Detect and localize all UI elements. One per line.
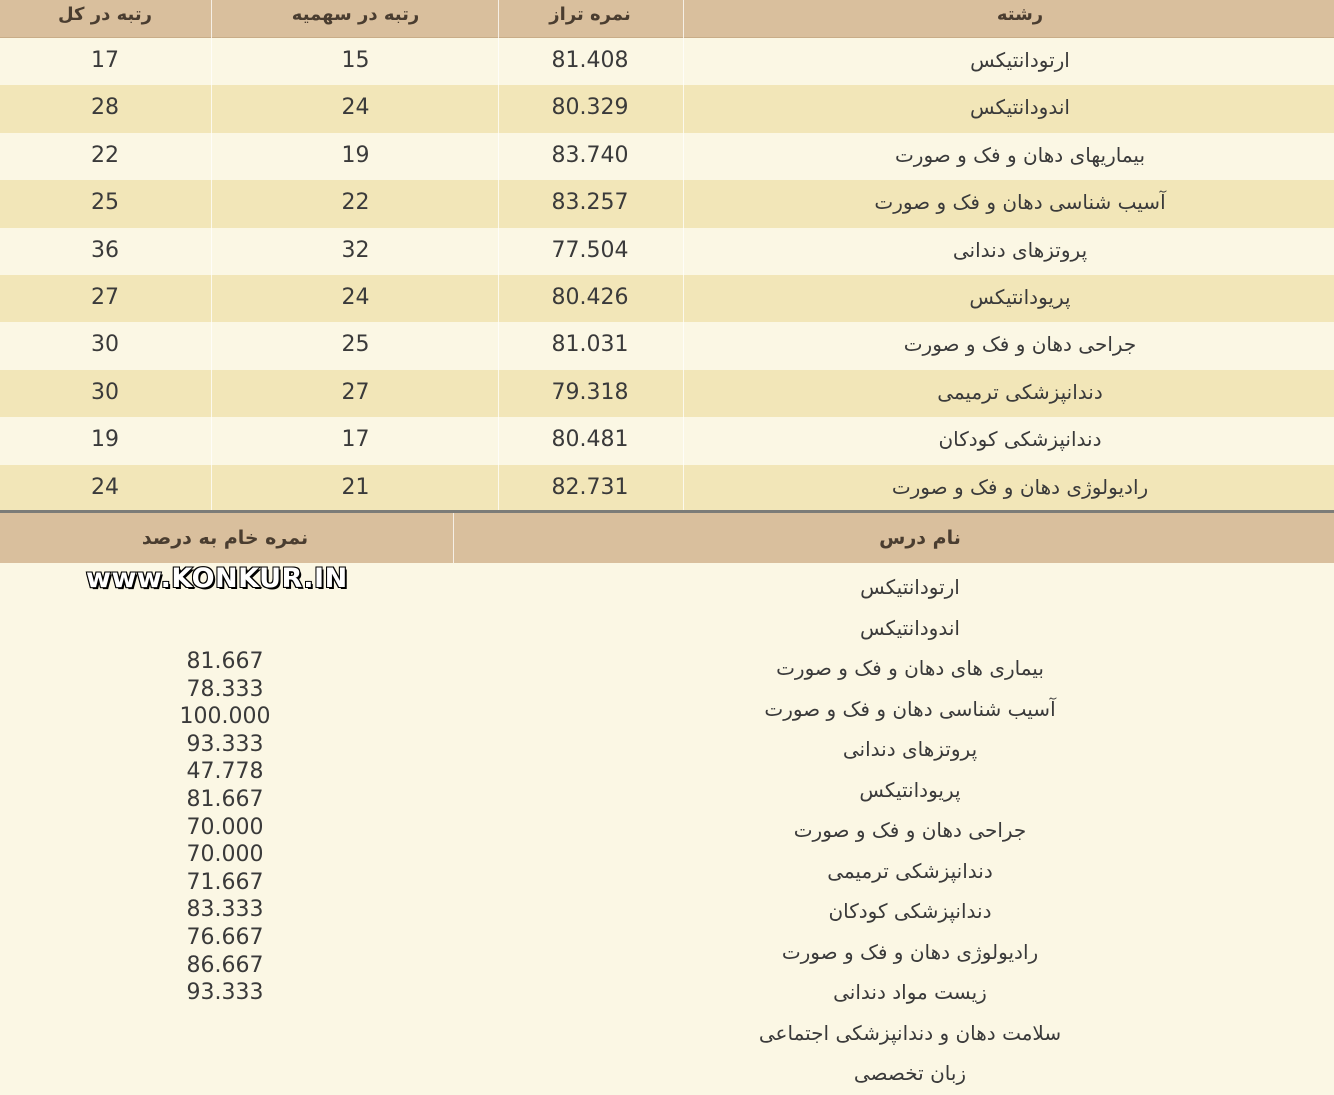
score-cell: 77.504: [551, 237, 629, 263]
course-item: اندودانتیکس: [860, 615, 960, 640]
field-cell: بیماریهای دهان و فک و صورت: [894, 142, 1146, 167]
table-row: [0, 370, 1334, 417]
course-item: بیماری های دهان و فک و صورت: [776, 656, 1044, 680]
rank-quota-cell: 25: [341, 332, 370, 358]
column-divider: [453, 513, 454, 563]
course-item: پریودانتیکس: [859, 777, 961, 802]
raw-score-item: 81.667: [186, 649, 264, 674]
table-row: [0, 85, 1334, 132]
rank-total-cell: 30: [91, 379, 119, 405]
field-cell: ارتودانتیکس: [970, 48, 1070, 72]
course-item: رادیولوژی دهان و فک و صورت: [781, 939, 1039, 964]
rank-quota-cell: 24: [341, 95, 370, 121]
rank-total-cell: 36: [91, 237, 119, 263]
raw-score-item: 76.667: [186, 924, 264, 950]
score-cell: 80.481: [551, 427, 629, 453]
rank-total-cell: 17: [91, 48, 119, 73]
column-divider: [498, 0, 499, 510]
score-cell: 79.318: [551, 379, 629, 405]
raw-score-item: 70.000: [186, 814, 264, 840]
raw-score-item: 86.667: [186, 952, 264, 978]
table-row: [0, 228, 1334, 275]
score-cell: 81.408: [551, 48, 629, 73]
rank-quota-cell: 27: [341, 379, 370, 405]
header-rank-quota: رتبه در سهمیه: [291, 4, 420, 25]
rank-total-cell: 27: [91, 284, 119, 310]
table-row: [0, 417, 1334, 464]
table-row: [0, 180, 1334, 227]
score-cell: 80.426: [551, 284, 629, 310]
raw-score-item: 93.333: [186, 980, 264, 1006]
field-cell: پریودانتیکس: [969, 284, 1071, 309]
course-list: [600, 568, 1220, 1095]
score-cell: 82.731: [551, 474, 629, 500]
raw-score-item: 78.333: [186, 676, 264, 702]
table-row: [0, 133, 1334, 180]
courses-table-header: [0, 513, 1334, 563]
raw-score-item: 100.000: [179, 704, 271, 730]
column-divider: [683, 0, 684, 510]
course-item: پروتزهای دندانی: [842, 737, 978, 761]
header-raw-score: نمره خام به درصد: [141, 527, 309, 549]
header-score: نمره تراز: [549, 4, 631, 25]
column-divider: [211, 0, 212, 510]
header-course: نام درس: [879, 527, 961, 549]
field-cell: آسیب شناسی دهان و فک و صورت: [874, 190, 1166, 215]
course-item: زبان تخصصی: [853, 1061, 967, 1085]
raw-score-item: 93.333: [186, 731, 264, 757]
rank-total-cell: 28: [91, 95, 119, 121]
rank-quota-cell: 15: [341, 48, 370, 73]
rank-quota-cell: 22: [341, 190, 370, 216]
course-item: سلامت دهان و دندانپزشکی اجتماعی: [758, 1020, 1062, 1045]
table-row: [0, 322, 1334, 369]
rank-quota-cell: 24: [341, 284, 370, 310]
rank-quota-cell: 21: [341, 474, 370, 500]
raw-score-item: 81.667: [186, 786, 264, 812]
rank-total-cell: 24: [91, 474, 119, 500]
field-cell: پروتزهای دندانی: [952, 237, 1088, 262]
results-table-header: [0, 0, 1334, 38]
rank-total-cell: 25: [91, 190, 119, 216]
rank-quota-cell: 19: [341, 142, 370, 168]
raw-score-item: 47.778: [186, 759, 264, 785]
course-item: دندانپزشکی ترمیمی: [827, 858, 993, 883]
table-row: [0, 275, 1334, 322]
field-cell: دندانپزشکی ترمیمی: [937, 379, 1103, 404]
results-table: [0, 0, 1334, 512]
watermark: www.KONKUR.IN: [86, 563, 348, 594]
score-cell: 83.257: [551, 190, 629, 216]
rank-total-cell: 30: [91, 332, 119, 358]
field-cell: جراحی دهان و فک و صورت: [903, 332, 1137, 357]
raw-score-item: 83.333: [186, 897, 264, 923]
raw-score-item: 71.667: [186, 869, 264, 895]
course-item: جراحی دهان و فک و صورت: [793, 818, 1027, 842]
table-row: [0, 465, 1334, 512]
rank-total-cell: 19: [91, 427, 119, 453]
course-item: ارتودانتیکس: [860, 575, 960, 599]
header-rank-total: رتبه در کل: [57, 4, 153, 25]
course-item: زیست مواد دندانی: [833, 980, 987, 1004]
field-cell: رادیولوژی دهان و فک و صورت: [891, 474, 1149, 499]
table-row: [0, 38, 1334, 85]
raw-score-list: [140, 648, 310, 1007]
raw-score-item: 70.000: [186, 842, 264, 868]
field-cell: دندانپزشکی کودکان: [938, 427, 1102, 452]
score-cell: 80.329: [551, 95, 629, 121]
rank-total-cell: 22: [91, 142, 119, 168]
course-item: دندانپزشکی کودکان: [828, 899, 992, 923]
rank-quota-cell: 32: [341, 237, 370, 263]
course-item: آسیب شناسی دهان و فک و صورت: [764, 696, 1056, 721]
score-cell: 83.740: [551, 142, 629, 168]
results-table-body: [0, 38, 1334, 512]
field-cell: اندودانتیکس: [970, 95, 1070, 120]
score-cell: 81.031: [551, 332, 629, 358]
rank-quota-cell: 17: [341, 427, 370, 453]
header-field: رشته: [996, 4, 1044, 25]
